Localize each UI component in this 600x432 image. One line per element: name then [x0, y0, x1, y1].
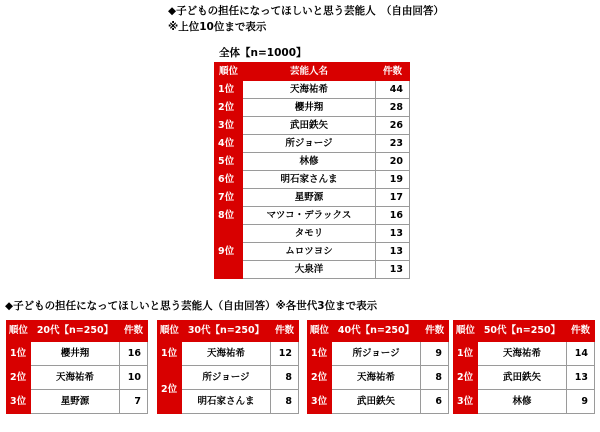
rank-cell: 2位: [158, 366, 182, 414]
count-cell: 16: [120, 342, 148, 366]
table-row: [308, 342, 449, 366]
rank-cell: 3位: [215, 117, 243, 135]
group-header: 30代【n=250】: [181, 321, 270, 342]
table-header: [7, 321, 148, 342]
count-cell: 9: [567, 390, 595, 414]
rank-cell: 2位: [454, 366, 478, 390]
count-cell: 13: [376, 225, 410, 243]
count-header: 件数: [376, 63, 410, 81]
count-cell: 9: [421, 342, 449, 366]
table-row: [158, 366, 299, 390]
rank-cell: 1位: [454, 342, 478, 366]
count-cell: 8: [271, 366, 299, 390]
count-cell: 13: [376, 261, 410, 279]
group-header: 50代【n=250】: [477, 321, 566, 342]
name-cell: 天海祐希: [181, 342, 270, 366]
name-cell: 明石家さんま: [181, 390, 270, 414]
count-cell: 23: [376, 135, 410, 153]
age50-ranking-table: [453, 320, 595, 414]
count-cell: 26: [376, 117, 410, 135]
rank-cell: 7位: [215, 189, 243, 207]
rank-cell: 3位: [454, 390, 478, 414]
name-cell: 林修: [242, 153, 375, 171]
name-cell: 星野源: [30, 390, 119, 414]
name-cell: 林修: [477, 390, 566, 414]
name-cell: 武田鉄矢: [331, 390, 420, 414]
rank-header: 順位: [215, 63, 243, 81]
name-cell: 櫻井翔: [242, 99, 375, 117]
rank-cell: 3位: [7, 390, 31, 414]
count-cell: 12: [271, 342, 299, 366]
name-cell: マツコ・デラックス: [242, 207, 375, 225]
name-cell: 天海祐希: [331, 366, 420, 390]
group-header: 20代【n=250】: [30, 321, 119, 342]
count-cell: 16: [376, 207, 410, 225]
count-header: 件数: [271, 321, 299, 342]
table-row: [215, 243, 410, 261]
count-header: 件数: [421, 321, 449, 342]
rank-cell: 6位: [215, 171, 243, 189]
table-row: [215, 225, 410, 243]
table-row: [215, 189, 410, 207]
name-cell: 天海祐希: [30, 366, 119, 390]
table-header: [308, 321, 449, 342]
table-row: [308, 366, 449, 390]
overall-caption: 全体【n=1000】: [219, 47, 307, 59]
name-cell: 武田鉄矢: [242, 117, 375, 135]
table-row: [454, 366, 595, 390]
rank-header: 順位: [7, 321, 31, 342]
table-header: [454, 321, 595, 342]
rank-header: 順位: [158, 321, 182, 342]
group-header: 40代【n=250】: [331, 321, 420, 342]
table-row: [215, 207, 410, 225]
age40-ranking-table: [307, 320, 449, 414]
table-row: [215, 135, 410, 153]
name-cell: ムロツヨシ: [242, 243, 375, 261]
count-cell: 13: [567, 366, 595, 390]
name-cell: 武田鉄矢: [477, 366, 566, 390]
name-cell: タモリ: [242, 225, 375, 243]
age30-ranking-table: [157, 320, 299, 414]
count-cell: 14: [567, 342, 595, 366]
rank-cell: 1位: [215, 81, 243, 99]
rank-cell: 8位: [215, 207, 243, 225]
count-cell: 8: [271, 390, 299, 414]
count-cell: 6: [421, 390, 449, 414]
table-row: [215, 153, 410, 171]
rank-cell: 1位: [7, 342, 31, 366]
section1-note: ※上位10位まで表示: [168, 21, 267, 33]
name-cell: 櫻井翔: [30, 342, 119, 366]
table-row: [215, 99, 410, 117]
count-cell: 28: [376, 99, 410, 117]
rank-cell: 2位: [215, 99, 243, 117]
table-row: [454, 342, 595, 366]
table-row: [215, 81, 410, 99]
count-cell: 10: [120, 366, 148, 390]
table-row: [158, 342, 299, 366]
name-cell: 所ジョージ: [331, 342, 420, 366]
count-cell: 19: [376, 171, 410, 189]
section1-title: ◆子どもの担任になってほしいと思う芸能人 （自由回答）: [168, 5, 444, 17]
table-row: [215, 261, 410, 279]
name-cell: 天海祐希: [477, 342, 566, 366]
rank-cell: 9位: [215, 225, 243, 279]
name-cell: 天海祐希: [242, 81, 375, 99]
count-cell: 7: [120, 390, 148, 414]
count-cell: 44: [376, 81, 410, 99]
name-cell: 明石家さんま: [242, 171, 375, 189]
rank-cell: 5位: [215, 153, 243, 171]
table-row: [7, 342, 148, 366]
rank-cell: 2位: [7, 366, 31, 390]
rank-cell: 2位: [308, 366, 332, 390]
rank-cell: 1位: [158, 342, 182, 366]
rank-header: 順位: [454, 321, 478, 342]
count-cell: 13: [376, 243, 410, 261]
name-cell: 所ジョージ: [181, 366, 270, 390]
rank-cell: 1位: [308, 342, 332, 366]
overall-ranking-table: [214, 62, 410, 279]
count-cell: 20: [376, 153, 410, 171]
table-row: [7, 366, 148, 390]
rank-cell: 3位: [308, 390, 332, 414]
count-header: 件数: [120, 321, 148, 342]
section2-title: ◆子どもの担任になってほしいと思う芸能人（自由回答）※各世代3位まで表示: [5, 300, 378, 312]
table-row: [215, 117, 410, 135]
count-cell: 17: [376, 189, 410, 207]
name-cell: 大泉洋: [242, 261, 375, 279]
table-header: [158, 321, 299, 342]
rank-cell: 4位: [215, 135, 243, 153]
table-row: [454, 390, 595, 414]
rank-header: 順位: [308, 321, 332, 342]
name-cell: 星野源: [242, 189, 375, 207]
count-header: 件数: [567, 321, 595, 342]
table-row: [308, 390, 449, 414]
table-row: [7, 390, 148, 414]
name-header: 芸能人名: [242, 63, 375, 81]
name-cell: 所ジョージ: [242, 135, 375, 153]
age20-ranking-table: [6, 320, 148, 414]
table-header: [215, 63, 410, 81]
table-row: [215, 171, 410, 189]
count-cell: 8: [421, 366, 449, 390]
